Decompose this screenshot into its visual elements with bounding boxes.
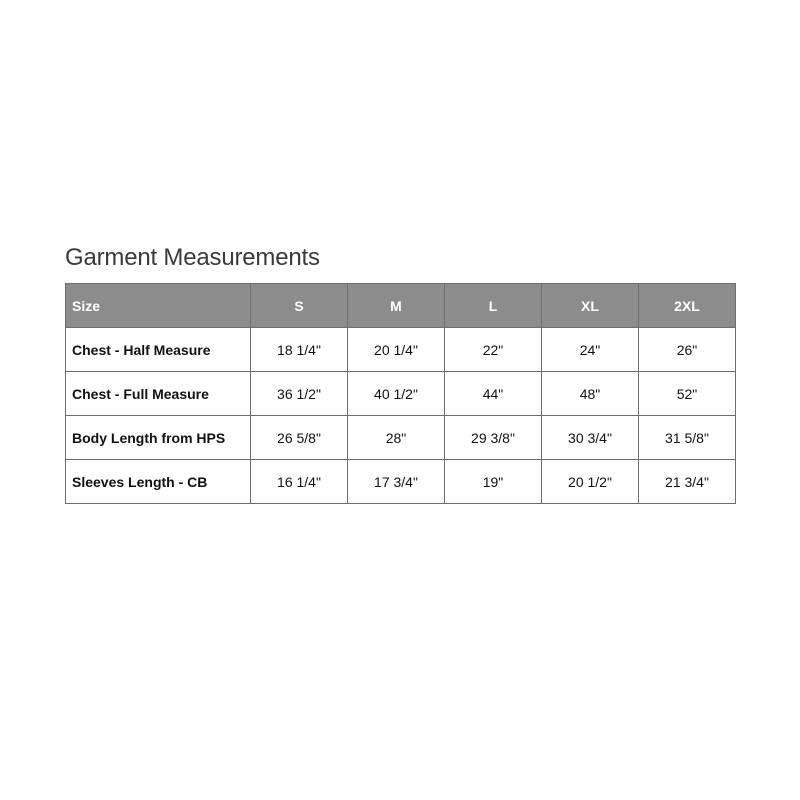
column-header-m: M	[348, 284, 445, 328]
table-cell: 44"	[445, 372, 542, 416]
table-cell: 30 3/4"	[542, 416, 639, 460]
table-cell: 48"	[542, 372, 639, 416]
table-cell: 24"	[542, 328, 639, 372]
table-cell: 20 1/2"	[542, 460, 639, 504]
table-cell: 22"	[445, 328, 542, 372]
header-row	[66, 284, 736, 328]
table-cell: 26"	[639, 328, 736, 372]
table-cell: 52"	[639, 372, 736, 416]
table-cell: 36 1/2"	[251, 372, 348, 416]
table-cell: 26 5/8"	[251, 416, 348, 460]
column-header-2xl: 2XL	[639, 284, 736, 328]
table-cell: 19"	[445, 460, 542, 504]
table-cell: 16 1/4"	[251, 460, 348, 504]
table-row	[66, 328, 736, 372]
table-cell: 18 1/4"	[251, 328, 348, 372]
table-cell: 17 3/4"	[348, 460, 445, 504]
table-row	[66, 416, 736, 460]
table-cell: 29 3/8"	[445, 416, 542, 460]
table-row	[66, 372, 736, 416]
table-cell: 40 1/2"	[348, 372, 445, 416]
table-cell: 28"	[348, 416, 445, 460]
row-label: Sleeves Length - CB	[66, 460, 251, 504]
table-cell: 20 1/4"	[348, 328, 445, 372]
column-header-l: L	[445, 284, 542, 328]
row-label: Body Length from HPS	[66, 416, 251, 460]
row-label: Chest - Full Measure	[66, 372, 251, 416]
column-header-s: S	[251, 284, 348, 328]
table-cell: 31 5/8"	[639, 416, 736, 460]
page-title: Garment Measurements	[65, 244, 320, 271]
row-label: Chest - Half Measure	[66, 328, 251, 372]
column-header-size: Size	[66, 284, 251, 328]
column-header-xl: XL	[542, 284, 639, 328]
table-row	[66, 460, 736, 504]
measurements-table	[65, 283, 736, 504]
table-cell: 21 3/4"	[639, 460, 736, 504]
